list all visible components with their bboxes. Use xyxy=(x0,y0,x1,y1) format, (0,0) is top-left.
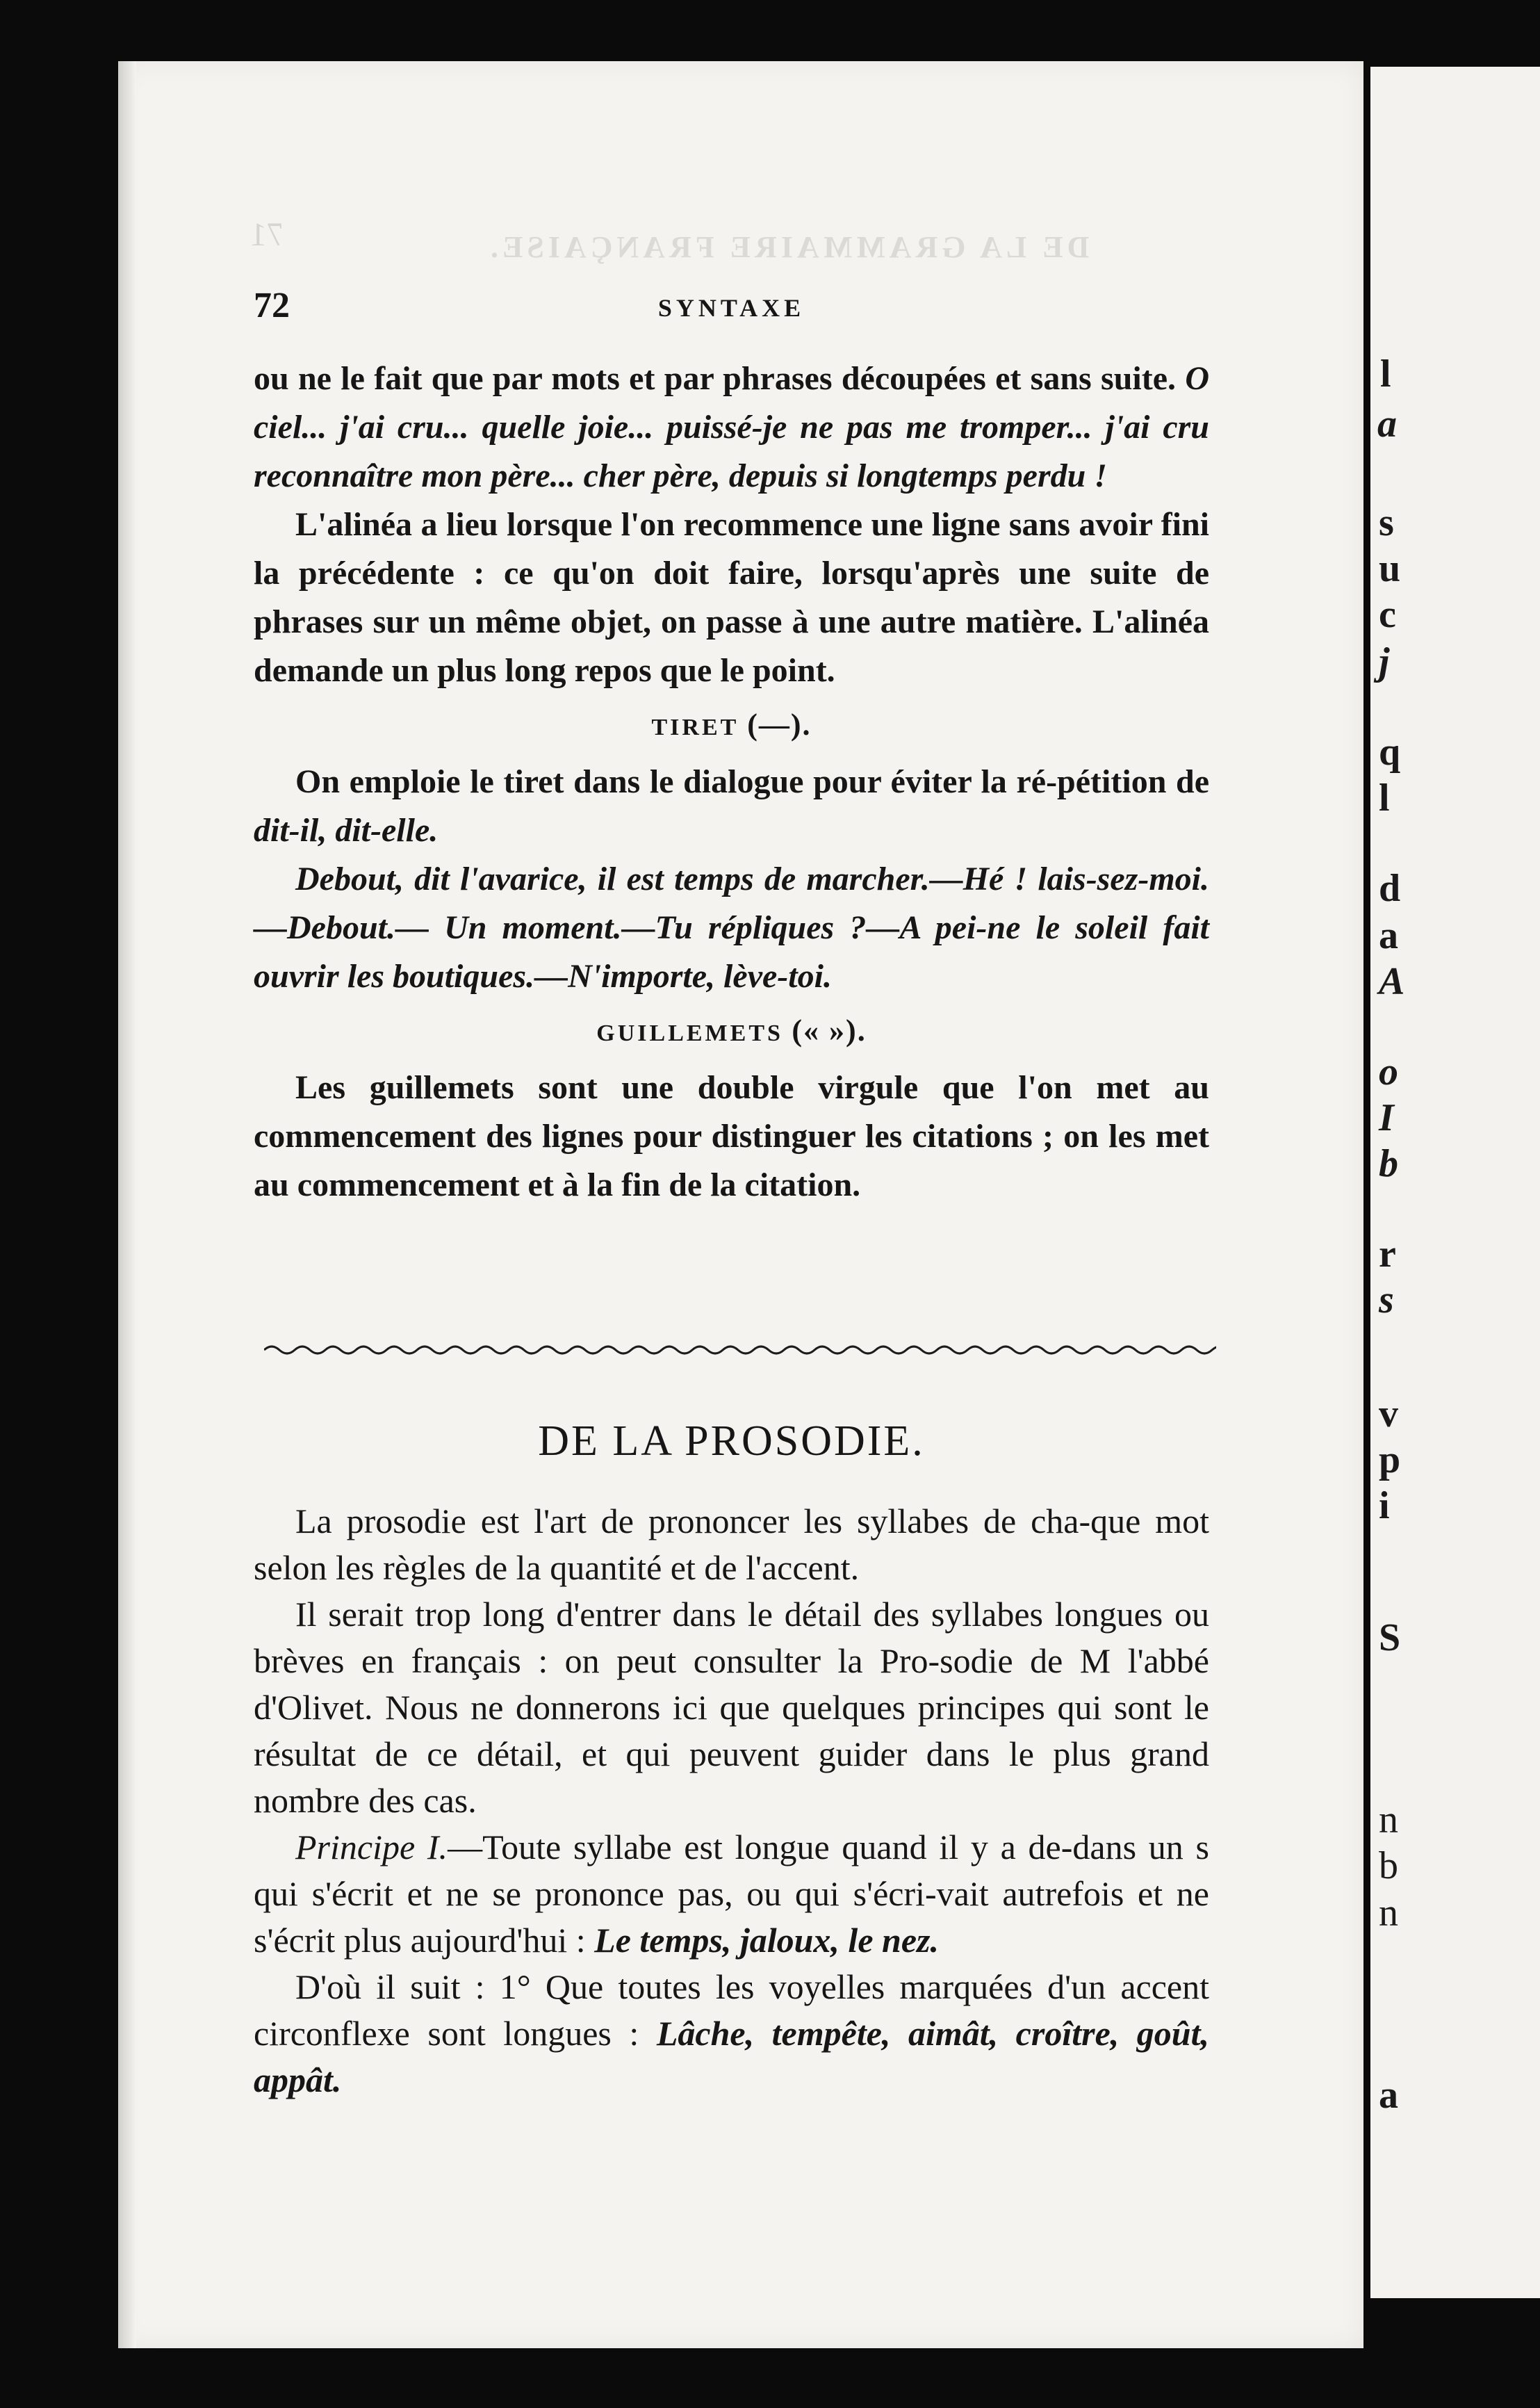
adjacent-page-letter: o xyxy=(1379,1050,1398,1093)
adjacent-page-letter: S xyxy=(1379,1616,1401,1659)
adjacent-page-letter: j xyxy=(1379,640,1390,683)
prosody-paragraph-2: Il serait trop long d'entrer dans le détail des syllabes longues ou brèves en français : on peut consulter la Pro-sodie de M l'abbé d'Olivet. Nous ne donnerons ici que quelques principes qui sont le résultat de ce détail, et qui peuvent guider dans le plus grand nombre des cas. xyxy=(254,1595,1209,1820)
paragraph-continuation: ou ne le fait que par mots et par phrases découpées et sans suite. O ciel... j'ai cru... quelle joie... puissé-je ne pas me tromper... j'ai cru reconnaître mon père... cher père, depuis si longtemps perdu ! xyxy=(254,360,1209,494)
guillemets-heading: GUILLEMETS (« »). xyxy=(596,1014,867,1048)
adjacent-page-edge xyxy=(1370,67,1540,2298)
adjacent-page-letter: r xyxy=(1379,1233,1396,1276)
bleed-through-title: DE LA GRAMMAIRE FRANÇAISE. xyxy=(486,230,1090,264)
adjacent-page-letter: b xyxy=(1379,1142,1398,1185)
wavy-divider xyxy=(264,1342,1216,1358)
tiret-heading: TIRET (—). xyxy=(651,708,812,742)
adjacent-page-letter: l xyxy=(1379,776,1390,820)
page-gutter-shadow xyxy=(118,61,136,2348)
adjacent-page-letter: d xyxy=(1379,867,1401,910)
bleed-through-page-number: 71 xyxy=(250,216,284,253)
prosody-principle-1: Principe I.—Toute syllabe est longue quand il y a de-dans un s qui s'écrit et ne se prononce pas, ou qui s'écri-vait autrefois et ne s'écrit plus aujourd'hui : Le temps, jaloux, le nez. xyxy=(254,1828,1209,1960)
adjacent-page-letter: a xyxy=(1377,402,1397,446)
adjacent-page-letter: I xyxy=(1379,1096,1394,1139)
prosody-title: DE LA PROSODIE. xyxy=(538,1417,925,1465)
adjacent-page-letter: q xyxy=(1379,731,1401,774)
adjacent-page-letter: b xyxy=(1379,1844,1398,1887)
adjacent-page-letter: n xyxy=(1379,1892,1398,1935)
adjacent-page-letter: a xyxy=(1379,2074,1398,2117)
paragraph-alinea: L'alinéa a lieu lorsque l'on recommence une ligne sans avoir fini la précédente : ce qu'on doit faire, lorsqu'après une suite de phrases sur un même objet, on passe à une autre matière. L'alinéa demande un plus long repos que le point. xyxy=(254,506,1209,689)
prosody-paragraph-1: La prosodie est l'art de prononcer les syllabes de cha-que mot selon les règles de la quantité et de l'accent. xyxy=(254,1502,1209,1587)
syntax-section xyxy=(254,355,1209,1210)
paragraph-tiret: On emploie le tiret dans le dialogue pour éviter la ré-pétition de dit-il, dit-elle. xyxy=(254,763,1209,849)
running-title: SYNTAXE xyxy=(657,294,805,322)
adjacent-page-letter: s xyxy=(1379,1278,1394,1321)
adjacent-page-letter: u xyxy=(1379,547,1401,590)
paragraph-tiret-example: Debout, dit l'avarice, il est temps de marcher.—Hé ! lais-sez-moi.—Debout.— Un moment.—Tu répliques ?—A pei-ne le soleil fait ouvrir les boutiques.—N'importe, lève-toi. xyxy=(254,861,1209,995)
adjacent-page-letter: s xyxy=(1379,501,1394,544)
prosody-section xyxy=(254,1418,1209,2104)
adjacent-page-letter: a xyxy=(1379,914,1398,957)
adjacent-page-letter: l xyxy=(1380,352,1391,396)
adjacent-page-letter: n xyxy=(1379,1798,1398,1841)
adjacent-page-letter: c xyxy=(1379,593,1396,636)
page-header xyxy=(254,285,1209,334)
adjacent-page-letter: A xyxy=(1379,960,1405,1003)
adjacent-page-letter: p xyxy=(1379,1438,1401,1481)
paragraph-guillemets: Les guillemets sont une double virgule que l'on met au commencement des lignes pour distinguer les citations ; on les met au commencement et à la fin de la citation. xyxy=(254,1069,1209,1203)
page-number: 72 xyxy=(254,286,290,325)
adjacent-page-letter: i xyxy=(1379,1484,1390,1527)
adjacent-page-letter: v xyxy=(1379,1392,1398,1435)
prosody-paragraph-4: D'où il suit : 1° Que toutes les voyelles marquées d'un accent circonflexe sont longues : Lâche, tempête, aimât, croître, goût, appât. xyxy=(254,1967,1210,2099)
